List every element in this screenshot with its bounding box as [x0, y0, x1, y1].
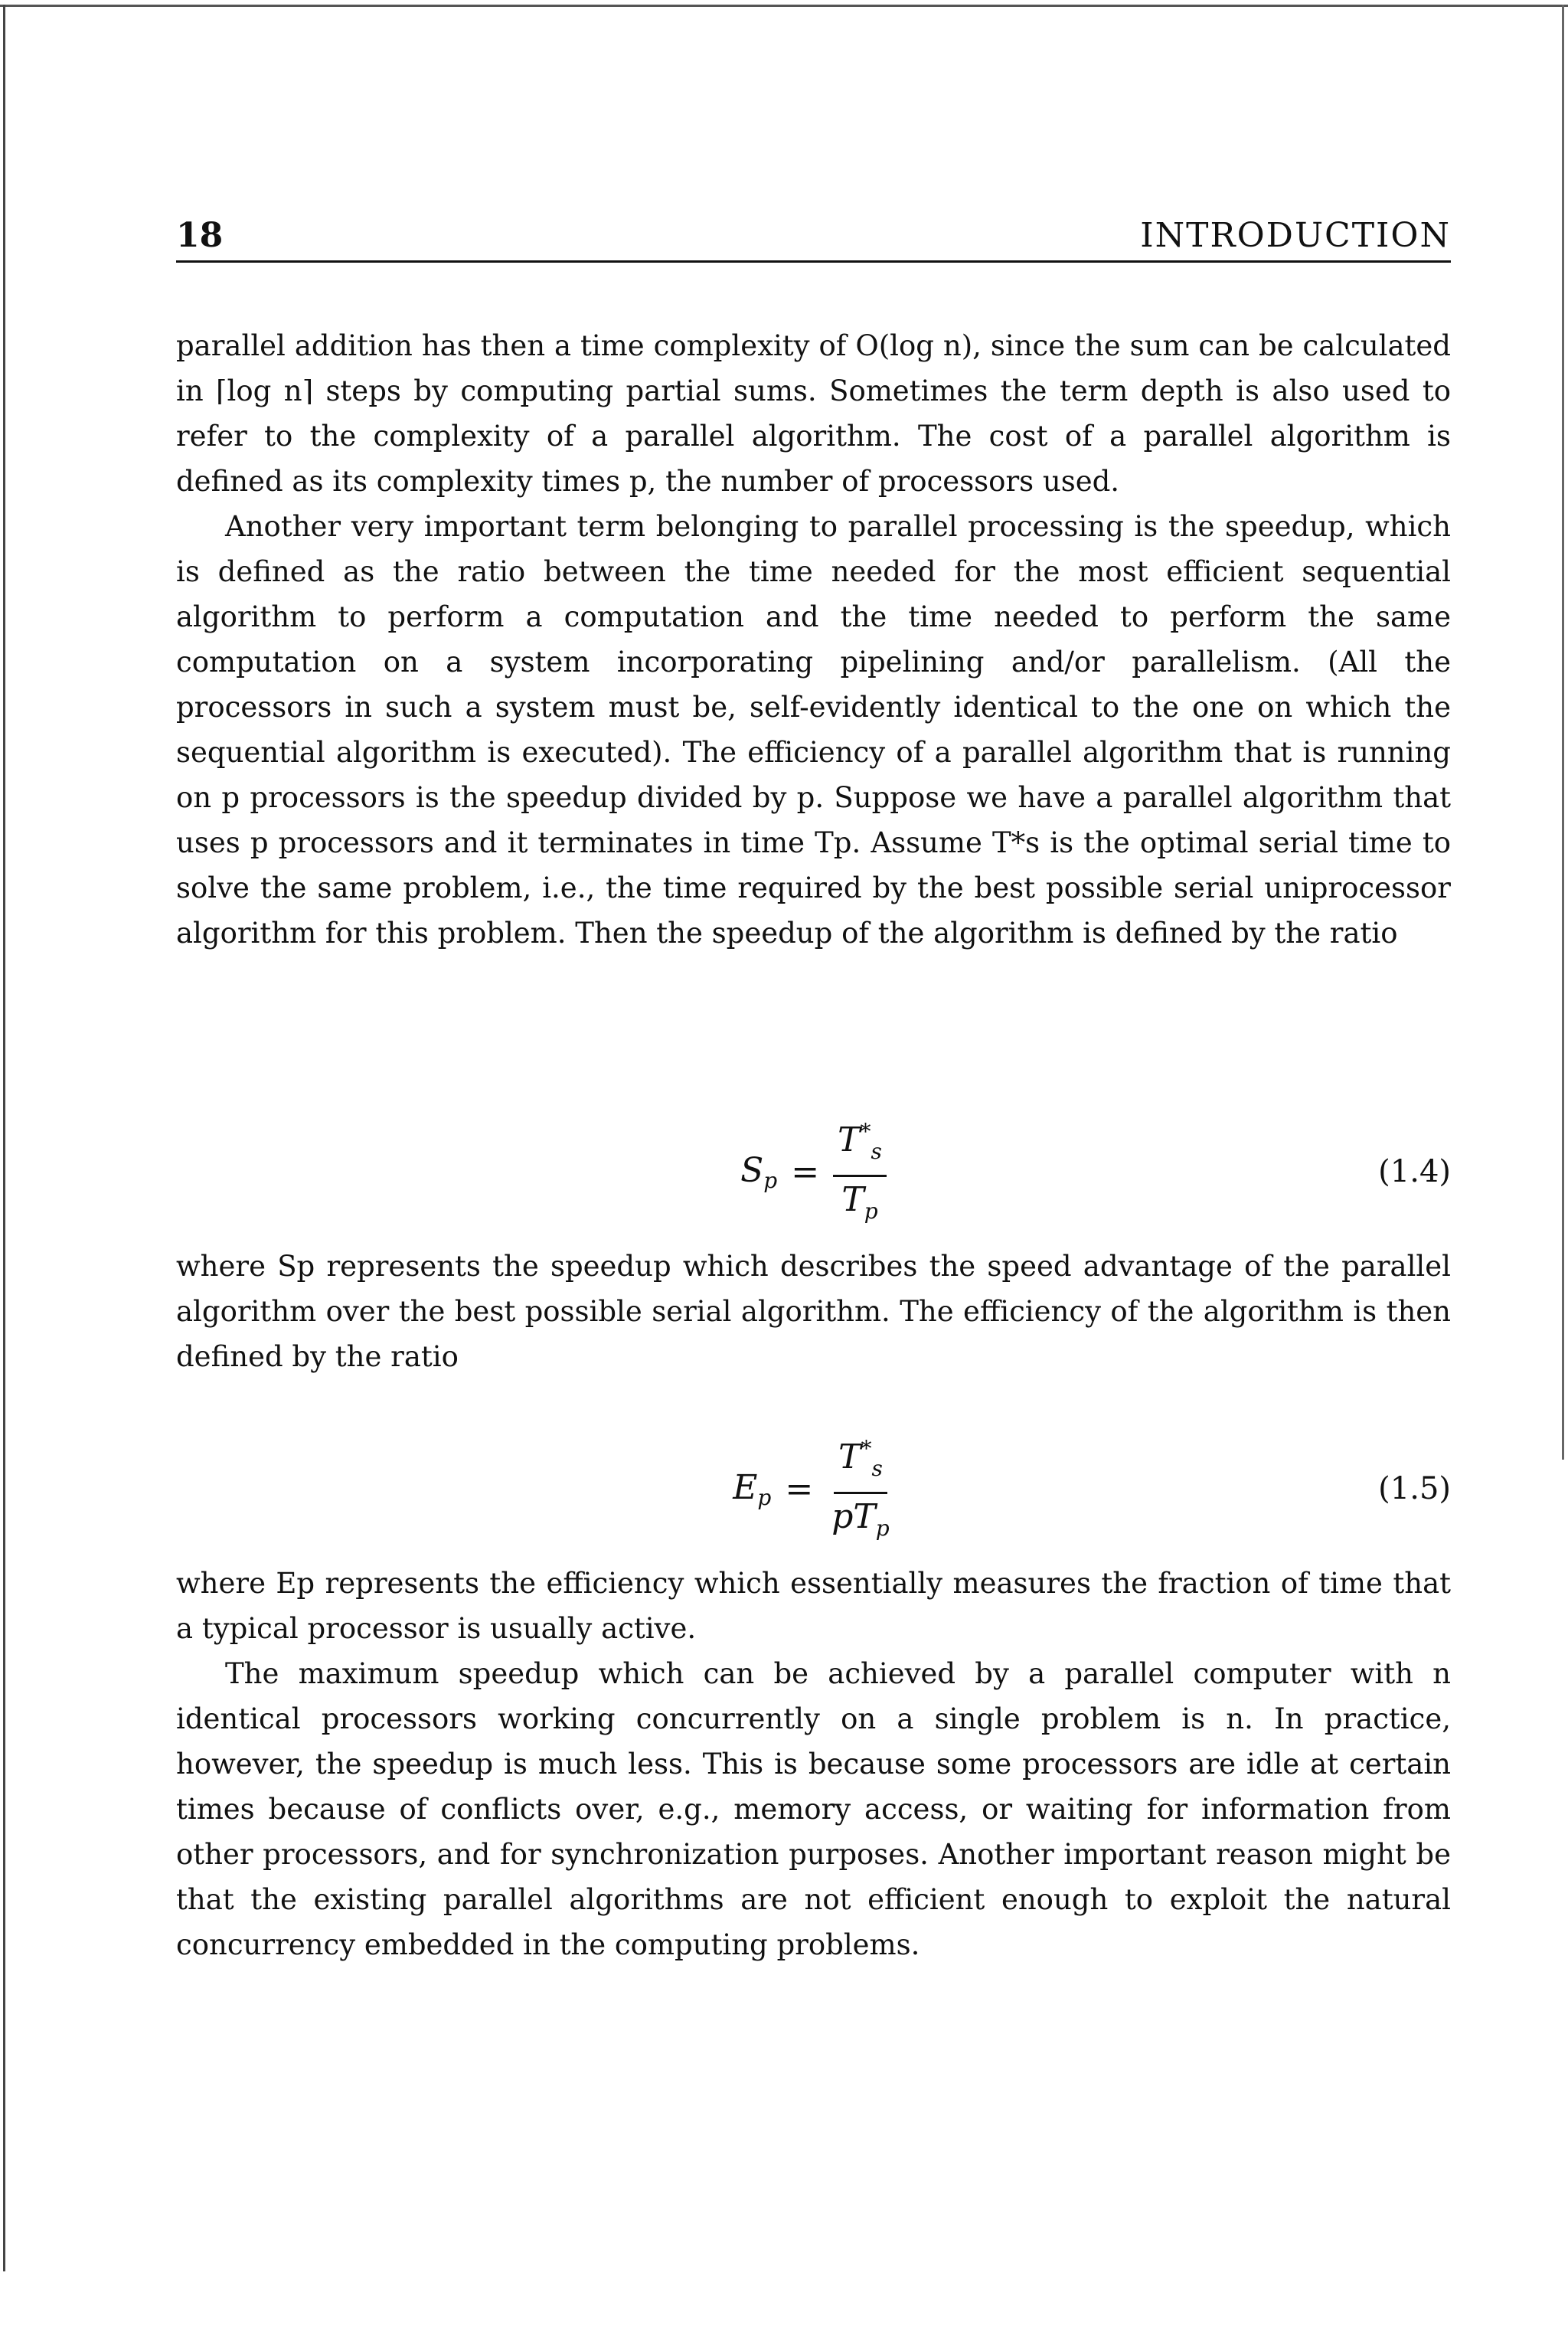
equation-lhs — [733, 1468, 771, 1510]
numerator-subscript: s — [871, 1456, 883, 1481]
equation-efficiency — [176, 1427, 1451, 1550]
paragraph-speedup-explanation: where Sp represents the speedup which describes the speed advantage of the parallel algorithm over the best possible serial algorithm. The efficiency of the algorithm is then defined by the ratio — [176, 1250, 1451, 1373]
equation-body — [176, 1427, 1451, 1550]
text-block-bottom — [176, 1561, 1451, 1967]
text-block-top — [176, 323, 1451, 956]
equals-sign: = — [785, 1469, 814, 1509]
fraction — [827, 1427, 893, 1550]
fraction-numerator — [833, 1110, 887, 1177]
equation-body — [176, 1110, 1451, 1233]
equation-lhs — [740, 1151, 777, 1193]
lhs-subscript: p — [763, 1167, 778, 1193]
numerator-symbol: T — [838, 1437, 861, 1476]
paragraph-maximum-speedup: The maximum speedup which can be achieved by a parallel computer with n identical processors working concurrently on a single problem is n. In practice, however, the speedup is much less. This is because some processors are idle at certain times because of conflicts over, e.g., memory access, or waiting for information from other processors, and for synchronization purposes. Another important reason might be that the existing parallel algorithms are not efficient enough to exploit the natural concurrency embedded in the computing problems. — [176, 1657, 1451, 1961]
lhs-symbol: E — [733, 1467, 758, 1507]
fraction — [833, 1110, 887, 1233]
equation-speedup — [176, 1110, 1451, 1233]
lhs-subscript: p — [757, 1484, 772, 1510]
fraction-denominator — [837, 1177, 882, 1233]
paragraph-speedup-definition: Another very important term belonging to parallel processing is the speedup, which is defined as the ratio between the time needed for the most efficient sequential algorithm to perform a computation and the time needed to perform the same computation on a system incorporating pipelining and/or parallelism. (All the processors in such a system must be, self-evidently identical to the one on which the sequential algorithm is executed). The efficiency of a parallel algorithm that is running on p processors is the speedup divided by p. Suppose we have a parallel algorithm that uses p processors and it terminates in time Tp. Assume T*s is the optimal serial time to solve the same problem, i.e., the time required by the best possible serial uniprocessor algorithm for this problem. Then the speedup of the algorithm is defined by the ratio — [176, 510, 1451, 950]
equation-number: (1.5) — [1378, 1471, 1451, 1506]
page-number: 18 — [176, 216, 224, 255]
fraction-denominator — [827, 1494, 893, 1550]
equation-number: (1.4) — [1378, 1154, 1451, 1189]
equals-sign: = — [791, 1152, 820, 1192]
section-title: INTRODUCTION — [1140, 216, 1451, 255]
running-head — [176, 207, 1451, 263]
denominator-symbol: T — [841, 1180, 864, 1219]
paragraph-complexity: parallel addition has then a time complexity of O(log n), since the sum can be calculated in ⌈log n⌉ steps by computing partial sums. Sometimes the term depth is also used to refer to the complexity of a parallel algorithm. The cost of a parallel algorithm is defined as its complexity times p, the number of processors used. — [176, 329, 1451, 498]
numerator-superscript: * — [860, 1119, 871, 1144]
fraction-numerator — [834, 1427, 887, 1494]
denominator-subscript: p — [875, 1516, 890, 1541]
numerator-symbol: T — [838, 1120, 861, 1159]
lhs-symbol: S — [740, 1150, 764, 1190]
paragraph-efficiency-explanation: where Ep represents the efficiency which essentially measures the fraction of time that a typical processor is usually active. — [176, 1567, 1451, 1645]
scan-border-left — [3, 5, 5, 2271]
scan-border-right — [1562, 5, 1564, 1460]
text-block-middle — [176, 1244, 1451, 1379]
numerator-subscript: s — [871, 1139, 882, 1164]
denominator-subscript: p — [864, 1198, 878, 1224]
numerator-superscript: * — [861, 1436, 872, 1461]
scan-border-top — [0, 5, 1568, 7]
denominator-symbol: pT — [831, 1497, 876, 1536]
